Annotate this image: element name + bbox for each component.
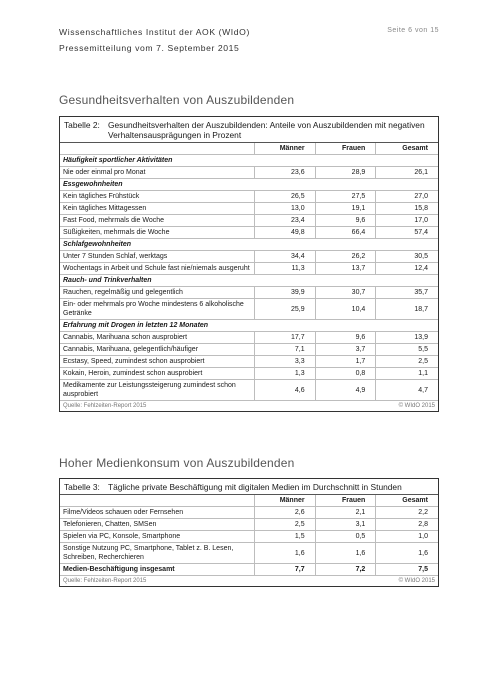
cell-value: 13,0 [255, 203, 316, 214]
cell-value: 3,1 [316, 519, 377, 530]
row-label: Kein tägliches Mittagessen [60, 203, 255, 214]
row-label: Unter 7 Stunden Schlaf, werktags [60, 251, 255, 262]
cell-value: 1,3 [255, 368, 316, 379]
cell-value: 1,6 [316, 543, 377, 563]
row-label: Nie oder einmal pro Monat [60, 167, 255, 178]
press-release-date: Pressemitteilung vom 7. September 2015 [59, 43, 240, 53]
cell-value: 1,0 [418, 533, 428, 540]
cell-value: 4,6 [255, 380, 316, 400]
cell-value: 2,1 [316, 507, 377, 518]
table-row [60, 356, 438, 368]
row-label: Cannabis, Marihuana, gelegentlich/häufiger [60, 344, 255, 355]
table-copyright: © WIdO 2015 [398, 403, 435, 409]
table-row [60, 191, 438, 203]
section-title-health: Gesundheitsverhalten von Auszubildenden [59, 93, 295, 107]
cell-value: 15,8 [414, 205, 428, 212]
cell-value: 13,9 [414, 334, 428, 341]
table-footer [60, 576, 438, 586]
section-heading-label: Rauch- und Trinkverhalten [63, 277, 152, 284]
cell-value: 4,9 [316, 380, 377, 400]
column-header: Frauen [316, 495, 377, 506]
section-title-media: Hoher Medienkonsum von Auszubildenden [59, 456, 295, 470]
table-number: Tabelle 2: [64, 120, 100, 130]
section-heading-label: Essgewohnheiten [63, 181, 123, 188]
cell-value: 1,7 [316, 356, 377, 367]
table-source: Quelle: Fehlzeiten-Report 2015 [63, 403, 147, 409]
cell-value: 35,7 [414, 289, 428, 296]
cell-value: 1,5 [255, 531, 316, 542]
row-label: Sonstige Nutzung PC, Smartphone, Tablet z. B. Lesen, Schreiben, Recherchieren [60, 543, 255, 563]
table-section-heading [60, 275, 438, 287]
table-row [60, 380, 438, 401]
page-number: Seite 6 von 15 [387, 27, 439, 34]
cell-value: 17,0 [414, 217, 428, 224]
cell-value: 4,7 [418, 386, 428, 394]
cell-value: 0,8 [316, 368, 377, 379]
table-caption [60, 117, 438, 143]
cell-value: 11,3 [255, 263, 316, 274]
cell-value: 30,7 [316, 287, 377, 298]
table-row [60, 203, 438, 215]
cell-value: 26,2 [316, 251, 377, 262]
cell-value: 1,6 [418, 549, 428, 557]
cell-value: 34,4 [255, 251, 316, 262]
row-label: Spielen via PC, Konsole, Smartphone [60, 531, 255, 542]
table-row [60, 531, 438, 543]
cell-value: 2,5 [255, 519, 316, 530]
row-label: Ecstasy, Speed, zumindest schon ausprobiert [60, 356, 255, 367]
row-label: Medien-Beschäftigung insgesamt [60, 564, 255, 575]
cell-value: 1,6 [255, 543, 316, 563]
table-row [60, 167, 438, 179]
table-footer [60, 401, 438, 411]
cell-value: 28,9 [316, 167, 377, 178]
row-label: Telefonieren, Chatten, SMSen [60, 519, 255, 530]
cell-value: 26,1 [414, 169, 428, 176]
table-section-heading [60, 155, 438, 167]
cell-value: 3,3 [255, 356, 316, 367]
column-header: Frauen [316, 143, 377, 154]
row-label: Wochentags in Arbeit und Schule fast nie/niemals ausgeruht [60, 263, 255, 274]
column-header: Gesamt [402, 145, 428, 152]
row-label: Rauchen, regelmäßig und gelegentlich [60, 287, 255, 298]
cell-value: 25,9 [255, 299, 316, 319]
table-row [60, 564, 438, 576]
cell-value: 39,9 [255, 287, 316, 298]
table-caption-text: Gesundheitsverhalten der Auszubildenden: Anteile von Auszubildenden mit negativen Verhaltensausprägungen in Prozent [108, 120, 425, 140]
cell-value: 0,5 [316, 531, 377, 542]
cell-value: 13,7 [316, 263, 377, 274]
cell-value: 17,7 [255, 332, 316, 343]
cell-value: 2,6 [255, 507, 316, 518]
table-row [60, 215, 438, 227]
cell-value: 7,2 [316, 564, 377, 575]
section-heading-label: Schlafgewohnheiten [63, 241, 132, 248]
table-row [60, 251, 438, 263]
cell-value: 3,7 [316, 344, 377, 355]
table-header-row [60, 143, 438, 155]
table-section-heading [60, 320, 438, 332]
cell-value: 27,0 [414, 193, 428, 200]
cell-value: 9,6 [316, 332, 377, 343]
cell-value: 10,4 [316, 299, 377, 319]
table-2 [59, 116, 439, 412]
table-copyright: © WIdO 2015 [398, 578, 435, 584]
column-header: Männer [255, 143, 316, 154]
cell-value: 49,8 [255, 227, 316, 238]
institute-name: Wissenschaftliches Institut der AOK (WIdO) [59, 27, 250, 37]
table-row [60, 332, 438, 344]
table-number: Tabelle 3: [64, 482, 100, 492]
row-label: Ein- oder mehrmals pro Woche mindestens 6 alkoholische Getränke [60, 299, 255, 319]
cell-value: 26,5 [255, 191, 316, 202]
table-row [60, 227, 438, 239]
cell-value: 23,6 [255, 167, 316, 178]
section-heading-label: Häufigkeit sportlicher Aktivitäten [63, 157, 173, 164]
row-label: Filme/Videos schauen oder Fernsehen [60, 507, 255, 518]
table-row [60, 299, 438, 320]
cell-value: 2,5 [418, 358, 428, 365]
cell-value: 57,4 [414, 229, 428, 236]
table-row [60, 263, 438, 275]
cell-value: 23,4 [255, 215, 316, 226]
row-label: Medikamente zur Leistungssteigerung zumindest schon ausprobiert [60, 380, 255, 400]
table-row [60, 344, 438, 356]
row-label: Kokain, Heroin, zumindest schon ausprobiert [60, 368, 255, 379]
table-source: Quelle: Fehlzeiten-Report 2015 [63, 578, 147, 584]
cell-value: 7,1 [255, 344, 316, 355]
cell-value: 18,7 [414, 305, 428, 313]
cell-value: 12,4 [414, 265, 428, 272]
column-header: Männer [255, 495, 316, 506]
cell-value: 30,5 [414, 253, 428, 260]
table-section-heading [60, 239, 438, 251]
cell-value: 1,1 [418, 370, 428, 377]
table-row [60, 368, 438, 380]
cell-value: 2,2 [418, 509, 428, 516]
row-label: Kein tägliches Frühstück [60, 191, 255, 202]
table-row [60, 543, 438, 564]
table-row [60, 287, 438, 299]
table-row [60, 519, 438, 531]
cell-value: 7,7 [255, 564, 316, 575]
section-heading-label: Erfahrung mit Drogen in letzten 12 Monaten [63, 322, 209, 329]
table-caption [60, 479, 438, 495]
cell-value: 66,4 [316, 227, 377, 238]
table-header-row [60, 495, 438, 507]
cell-value: 2,8 [418, 521, 428, 528]
table-section-heading [60, 179, 438, 191]
cell-value: 19,1 [316, 203, 377, 214]
table-3 [59, 478, 439, 587]
table-caption-text: Tägliche private Beschäftigung mit digitalen Medien im Durchschnitt in Stunden [108, 482, 402, 492]
cell-value: 5,5 [418, 346, 428, 353]
cell-value: 9,6 [316, 215, 377, 226]
row-label: Cannabis, Marihuana schon ausprobiert [60, 332, 255, 343]
row-label: Fast Food, mehrmals die Woche [60, 215, 255, 226]
cell-value: 27,5 [316, 191, 377, 202]
column-header: Gesamt [402, 497, 428, 504]
table-row [60, 507, 438, 519]
row-label: Süßigkeiten, mehrmals die Woche [60, 227, 255, 238]
cell-value: 7,5 [418, 566, 428, 573]
